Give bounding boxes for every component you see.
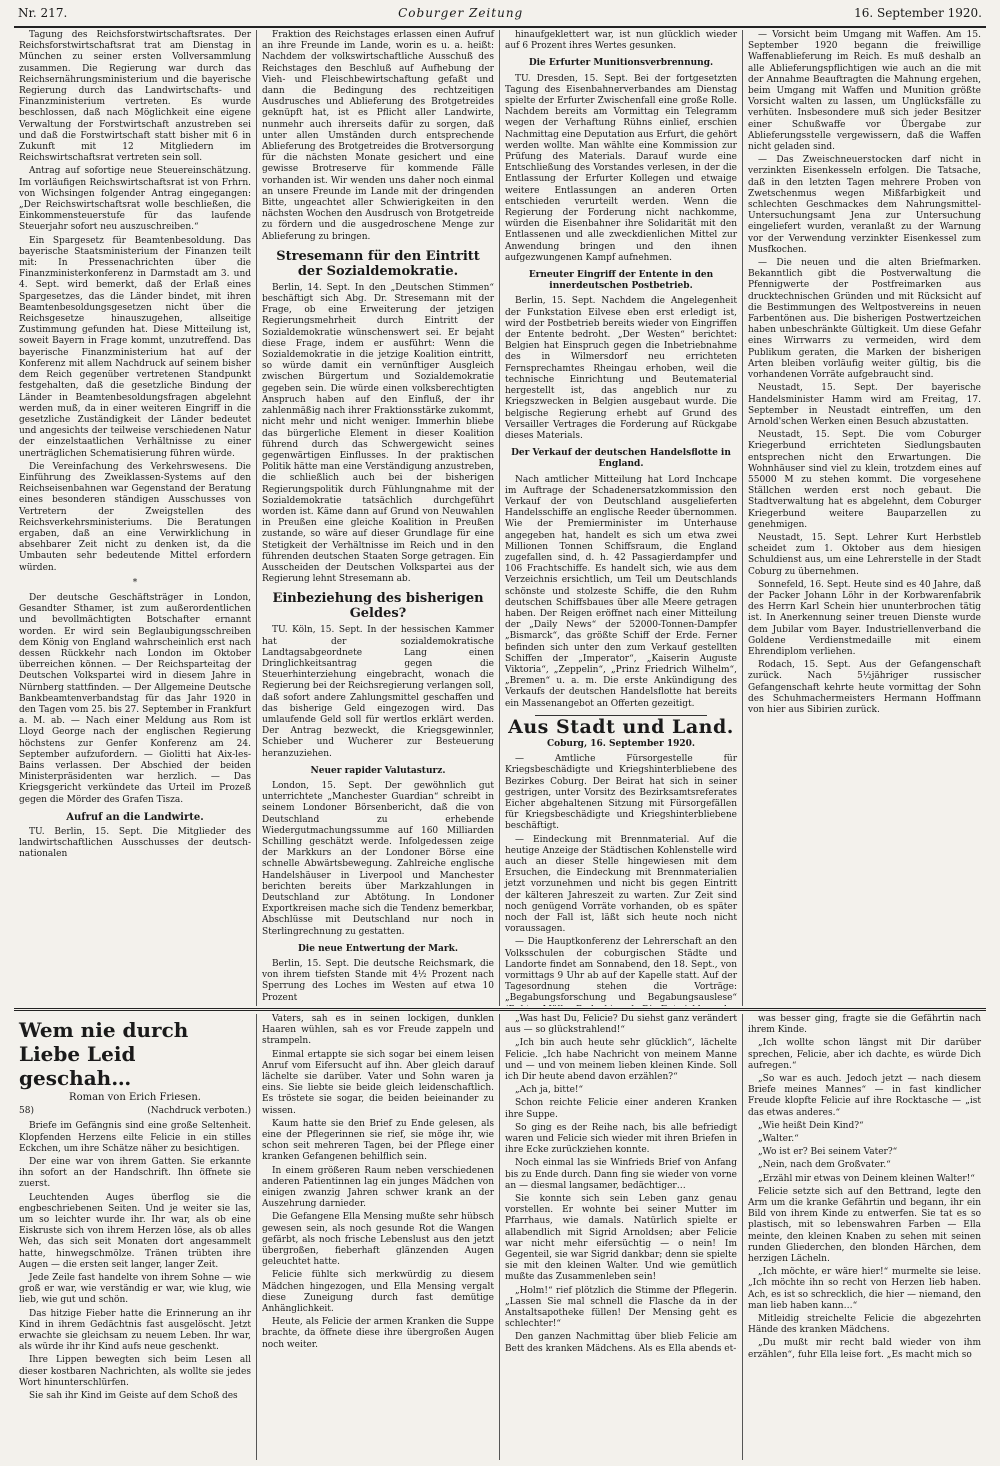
serial-paragraph: „Ich wollte schon längst mit Dir darüber sprechen, Felicie, aber ich dachte, es würde Dich aufregen.“ [748,1038,981,1071]
serial-paragraph: „Ich möchte, er wäre hier!“ murmelte sie leise. „Ich möchte ihn so recht von Herzen lieb haben. Ach, es ist so schrecklich, die hier — niemand, den man lieb haben kann…“ [748,1267,981,1311]
serial-paragraph: was besser ging, fragte sie die Gefährtin nach ihrem Kinde. [748,1014,981,1036]
serial-column-4 [743,1014,986,1460]
headline-handelsflotte: Der Verkauf der deutschen Handelsflotte in England. [511,448,731,470]
serial-paragraph: Mitleidig streichelte Felicie die abgezehrten Hände des kranken Mädchens. [748,1314,981,1336]
article-neustadt-siedlung: Neustadt, 15. Sept. Die vom Coburger Kriegerbund errichteten Siedlungsbauten entsprechen nicht den Erwartungen. Die Wohnhäuser sind viel zu klein, trotzdem eines auf 55000 M zu stehen kommt. Die vorgesehene Ställchen werden erst noch gebaut. Die Stadtverwaltung hat es abgelehnt, dem Coburger Kriegerbund weitere Bauparzellen zu genehmigen. [748,430,981,530]
serial-paragraph: Das hitzige Fieber hatte die Erinnerung an ihr Kind in ihrem Gedächtnis fast ausgelöscht. Jetzt erwachte sie gleichsam zu neuem Leben. Ihr war, als würde ihr ihr Kind aufs neue geschenkt. [19,1308,251,1353]
serial-column-3 [500,1014,743,1460]
serial-paragraph: Der eine war von ihrem Gatten. Sie erkannte ihn sofort an der Handschrift. Ihn öffnete sie zuerst. [19,1157,251,1190]
article-spargesetz: Ein Spargesetz für Beamtenbesoldung. Das bayerische Staatsministerium der Finanzen teilt mit: In Pressenachrichten über die Finanzministerkonferenz in Darmstadt am 3. und 4. Sept. wird bemerkt, daß der Erlaß eines Spargesetzes, das die Länder bindet, mit ihren Beamtenbesoldungsgesetzen nicht über die Reichsgesetze hinauszugehen, allseitige Zustimmung gefunden hat. Diese Mitteilung ist, soweit Bayern in Frage kommt, unzutreffend. Das bayerische Finanzministerium hat auf der Konferenz mit allem Nachdruck auf seinem bisher dem Reich gegenüber vertretenen Standpunkt festgehalten, daß die gesetzliche Bindung der Länder in Beamtenbesoldungsfragen abgelehnt werden muß, da in einer weiteren Eingriff in die gesetzliche Zuständigkeit der Länder bedeutet und angesichts der teilweise verschiedenen Natur der einzelstaatlichen Verhältnisse zu einer unerträglichen Schematisierung führen würde. [19,235,251,459]
article-brennmaterial: — Eindeckung mit Brennmaterial. Auf die heutige Anzeige der Städtischen Kohlenstelle wird auch an dieser Stelle hingewiesen mit dem Ersuchen, die Eindeckung mit Brennmaterialien jetzt vorzunehmen und nicht bis gegen Eintritt der kälteren Jahreszeit zu warten. Zur Zeit sind noch genügend Vorräte vorhanden, ob es später noch der Fall ist, läßt sich heute noch nicht voraussagen. [505,834,737,935]
serial-paragraph: Sie konnte sich sein Leben ganz genau vorstellen. Er wohnte bei seiner Mutter im Pfarrhaus, wie damals. Natürlich spielte er allabendlich mit Sigrid Arnoldsen; aber Felicie war nicht mehr eifersüchtig — o nein! Im Gegenteil, sie war Sigrid dankbar; denn sie spielte sie mit den kleinen Walter. Und wie gemütlich mußte das Zusammenleben sein! [505,1194,737,1283]
serial-paragraph: Die Gefangene Ella Mensing mußte sehr hübsch gewesen sein, als noch gesunde Rot die Wangen gefärbt, als noch frische Lebenslust aus den jetzt übergroßen, fieberhaft glänzenden Augen geleuchtet hatte. [262,1212,494,1268]
serial-paragraph: „Holm!“ rief plötzlich die Stimme der Pflegerin. „Lassen Sie mal schnell die Flasche da in der Anstaltsapotheke füllen! Der Mensing geht es schlechter!“ [505,1285,737,1330]
article-handelsflotte: Nach amtlicher Mitteilung hat Lord Inchcape im Auftrage der Schadenersatzkommission den Verkauf der von Deutschland ausgelieferten Handelsschiffe an englische Reeder übernommen. Wie der Premierminister im Unterhause angegeben hat, handelt es sich um etwa zwei Millionen Tonnen Schiffsraum, die England zugefallen sind, d. h. 42 Passagierdampfer und 106 Frachtschiffe. Es handelt sich, wie aus dem Verzeichnis ersichtlich, um Teil um Deutschlands schönste und stolzeste Schiffe, die den Ruhm deutschen Schiffsbaues über alle Meere getragen haben. Der Reigen eröffnet nach einer Mitteilung der „Daily News“ der 52000-Tonnen-Dampfer „Bismarck“, das größte Schiff der Erde. Ferner befinden sich unter den zum Verkauf gestellten Schiffen der „Imperator“, „Kaiserin Auguste Viktoria“, „Zeppelin“, „Prinz Friedrich Wilhelm“, „Bremen“ u. a. m. Die erste Ankündigung des Verkaufs der deutschen Handelsflotte hat bereits ein Massenangebot an Offerten gezeitigt. [505,474,737,709]
article-valutasturz: London, 15. Sept. Der gewöhnlich gut unterrichtete „Manchester Guardian“ schreibt in seinem Londoner Börsenbericht, daß die von Deutschland zu erhebende Wiedergutmachungssumme auf 160 Milliarden Schilling geschätzt werde. Infolgedessen zeige der Markkurs an der Londoner Börse eine schnelle Abwärtsbewegung. Zahlreiche englische Handelshäuser in Liverpool und Manchester berichten bereits über Markzahlungen in Deutschland zur Abtötung. In Londoner Exportkreisen mache sich die Tendenz bemerkbar, Abschlüsse mit Deutschland nur noch in Sterlingrechnung zu gestatten. [262,780,494,937]
serial-paragraph: „Du mußt mir recht bald wieder von ihm erzählen“, fuhr Ella leise fort. „Es macht mich so [748,1338,981,1360]
article-stresemann: Berlin, 14. Sept. In den „Deutschen Stimmen“ beschäftigt sich Abg. Dr. Stresemann mit der Frage, ob eine Erweiterung der jetzigen Regierungsmehrheit durch Eintritt der Sozialdemokratie wünschenswert sei. Er bejaht diese Frage, indem er ausführt: Wenn die Sozialdemokratie in die jetzige Koalition eintritt, so würde damit ein vernünftiger Ausgleich zwischen Bürgertum und Sozialdemokratie gegeben sein. Die würde einen volksberechtigten Anspruch haben auf den Einfluß, der ihr zahlenmäßig nach ihrer Fraktionsstärke zukommt, nicht mehr und nicht weniger. Immerhin bliebe das bürgerliche Element in dieser Koalition führend durch das Schwergewicht seines gegenwärtigen Einflusses. In der praktischen Politik hätte man eine Verständigung anzustreben, die schließlich auch bei der bisherigen Regierungspolitik durch Fühlungnahme mit der Sozialdemokratie tatsächlich durchgeführt worden ist. Käme dann auf Grund von Neuwahlen in Preußen eine gleiche Koalition in Preußen zustande, so wäre auf dieser Grundlage für eine Stetigkeit der Verhältnisse im Reich und in den führenden deutschen Staaten Sorge getragen. Ein Ausscheiden der Deutschen Volkspartei aus der Regierung lehnt Stresemann ab. [262,282,494,585]
serial-paragraph: Kaum hatte sie den Brief zu Ende gelesen, als eine der Pflegerinnen sie rief, sie möge ihr, wie schon seit mehreren Tagen, bei der Pflege einer kranken Gefangenen behilflich sein. [262,1118,494,1163]
serial-paragraph: Einmal ertappte sie sich sogar bei einem leisen Anruf vom Eifersucht auf ihn. Aber gleich darauf lächelte sie darüber. Vater und Sohn waren ja eins. Sie liebte sie beide gleich leidenschaftlich. Es tröstete sie sogar, die beiden beieinander zu wissen. [262,1049,494,1116]
serial-author: Roman von Erich Friesen. [69,1092,201,1103]
serial-paragraph: „Wo ist er? Bei seinem Vater?“ [758,1147,898,1158]
serial-paragraph: Jede Zeile fast handelte von ihrem Sohne — wie groß er war, wie verständig er war, wie klug, wie lieb, wie gut und schön. [19,1273,251,1306]
column-3 [500,30,743,1006]
serial-number: 58) [19,1106,34,1117]
headline-mark: Die neue Entwertung der Mark. [297,943,458,954]
article-fuersorgestelle: — Amtliche Fürsorgestelle für Kriegsbeschädigte und Kriegshinterbliebene des Bezirkes Coburg. Der Beirat hat sich in seiner gestrigen, unter Vorsitz des Bezirksamtsreferates Eicher abgehaltenen Sitzung mit Fürsorgefällen für Kriegsbeschädigte und Kriegshinterbliebene beschäftigt. [505,754,737,832]
serial-copyright-note: (Nachdruck verboten.) [147,1106,251,1117]
local-dateline: Coburg, 16. September 1920. [546,738,696,749]
feuilleton-section [14,1014,986,1460]
article-neustadt-lehrer: Neustadt, 15. Sept. Lehrer Kurt Herbstleb scheidet zum 1. Oktober aus dem hiesigen Schuldienst aus, um eine Lehrerstelle in der Stadt Coburg zu übernehmen. [748,532,981,577]
headline-erfurt: Die Erfurter Munitionsverbrennung. [528,58,714,69]
serial-meta [19,1106,251,1117]
serial-paragraph: Den ganzen Nachmittag über blieb Felicie am Bett des kranken Mädchens. Als es Ella abends et- [505,1332,737,1354]
page-header [14,6,986,28]
serial-paragraph: „Nein, nach dem Großvater.“ [758,1160,891,1171]
headline-aus-stadt-und-land: Aus Stadt und Land. [508,715,734,738]
headline-valutasturz: Neuer rapider Valutasturz. [310,765,446,776]
serial-paragraph: „Was hast Du, Felicie? Du siehst ganz verändert aus — so glückstrahlend!“ [505,1014,737,1036]
issue-date: 16. September 1920. [854,6,982,20]
headline-aufruf: Aufruf an die Landwirte. [66,811,204,823]
serial-paragraph: Felicie setzte sich auf den Bettrand, legte den Arm um die kranke Gefährtin und begann, ihr ein Bild von ihrem Kinde zu entwerfen. Sie tat es so plastisch, mit so lebenswahren Farben — Ella meinte, den kleinen Knaben zu sehen mit seinen runden Gliederchen, den blonden Härchen, dem herzigen Lächeln. [748,1186,981,1265]
serial-paragraph: Heute, als Felicie der armen Kranken die Suppe brachte, da öffnete diese ihre übergroßen Augen noch weiter. [262,1317,494,1350]
article-zwetschenmus: — Das Zweischneuerstocken darf nicht in verzinkten Eisenkesseln erfolgen. Die Tatsache, daß in den letzten Tagen mehrere Proben von Zwetschenmus wegen Mißfarbigkeit und schlechten Geschmackes dem Nahrungsmittel-Untersuchungsamt Jena zur Untersuchung eingeliefert wurden, veranlaßt zu der Warnung vor der Verwendung verzinkter Eisenkessel zum Musfkochen. [748,155,981,255]
serial-paragraph: „Wie heißt Dein Kind?“ [758,1120,864,1131]
column-4 [743,30,986,1006]
serial-paragraph: „Erzähl mir etwas von Deinem kleinen Walter!“ [758,1173,975,1184]
serial-title: Wem nie durch Liebe Leid geschah… [19,1018,189,1090]
serial-paragraph: Vaters, sah es in seinen lockigen, dunklen Haaren wühlen, sah es vor Freude zappeln und strampeln. [262,1014,494,1047]
article-neustadt-hamm: Neustadt, 15. Sept. Der bayerische Handelsminister Hamm wird am Freitag, 17. September in Neustadt eintreffen, um den Arnold'schen Werken einen Besuch abzustatten. [748,383,981,427]
serial-paragraph: Ihre Lippen bewegten sich beim Lesen all dieser kostbaren Nachrichten, als wollte sie jedes Wort hinunterschlürfen. [19,1355,251,1388]
headline-geldes: Einbeziehung des bisherigen Geldes? [272,591,484,622]
serial-paragraph: Briefe im Gefängnis sind eine große Seltenheit. Klopfenden Herzens eilte Felicie in ein stilles Eckchen, um ihre Schätze näher zu besichtigen. [19,1121,251,1154]
serial-paragraph: Noch einmal las sie Winfrieds Brief von Anfang bis zu Ende durch. Dann fing sie wieder von vorne an — diesmal langsamer, bedächtiger… [505,1158,737,1191]
article-lehrerschaft: — Die Hauptkonferenz der Lehrerschaft an den Volksschulen der coburgischen Städte und Landorte findet am Sonnabend, den 18. Sept., von vormittags 9 Uhr ab auf der Kapelle statt. Auf der Tagesordnung stehen die Vorträge: „Begabungsforschung und Begabungsauslese“ [505,937,737,1004]
article-geldes: TU. Köln, 15. Sept. In der hessischen Kammer hat der sozialdemokratische Landtagsabgeordnete Lang einen Dringlichkeitsantrag gegen die Steuerhinterziehung eingebracht, wonach die Regierung bei der Reichsregierung verlangen soll, daß sofort andere Zahlungsmittel geschaffen und das bisherige Geld eingezogen wird. Das umlaufende Geld soll für wertlos erklärt werden. Der Antrag bezweckt, die Kriegsgewinnler, Schieber und Wucherer zur Besteuerung heranzuziehen. [262,625,494,759]
feuilleton-divider [14,1008,986,1011]
column-1 [14,30,257,1006]
article-forstwirtschaftsrat: Tagung des Reichsforstwirtschaftsrates. Der Reichsforstwirtschaftsrat trat am Dienstag in München zu seiner ersten Vollversammlung zusammen. Die Regierung war durch das Reichsernährungsministerium und die bayerische Regierung durch das Landwirtschafts- und Finanzministerium vertreten. Es wurde beschlossen, daß nach Möglichkeit eine eigene Verwaltung der Forstwirtschaft anzustreben sei und daß die Forstwirtschaft statt bisher mit 6 in Zukunft mit 12 Mitgliedern im Reichswirtschaftsrat vertreten sein soll. [19,30,251,164]
serial-paragraph: Schon reichte Felicie einer anderen Kranken ihre Suppe. [505,1098,737,1120]
article-erfurt: TU. Dresden, 15. Sept. Bei der fortgesetzten Tagung des Eisenbahnerverbandes am Dienstag spielte der Erfurter Zwischenfall eine große Rolle. Nachdem bereits am Vormittag ein Telegramm wegen der Verhaftung Rühns einlief, erschien Nachmittag eine Deputation aus Erfurt, die gehört werden wollte. Man wählte eine Kommission zur Prüfung des Materials. Darauf wurde eine Entschließung des Vorstandes verlesen, in der die Entlassung der Erfurter Kollegen und etwaige weitere Entlassungen an anderen Orten entschieden verurteilt werden. Wenn die Regierung der Forderung nicht nachkomme, würden die Eisenbahner ihre Solidarität mit den Entlassenen und alle zweckdienlichen Mittel zur Anwendung bringen und den ihnen aufgezwungenen Kampf aufnehmen. [505,73,737,263]
column-2 [257,30,500,1006]
serial-paragraph: „So war es auch. Jedoch jetzt — nach diesem Briefe meines Mannes“ — in fast kindlicher Freude klopfte Felicie auf ihre Rocktasche — „ist das etwas anderes.“ [748,1074,981,1118]
serial-paragraph: Leuchtenden Auges überflog sie die engbeschriebenen Seiten. Und je weiter sie las, um so leichter wurde ihr. Ihr war, als ob eine Eiskruste sich von ihrem Herzen löse, als ob alles Weh, das sich seit Monaten dort angesammelt hatte, hinwegschmölze. Tränen trübten ihre Augen — die ersten seit langer, langer Zeit. [19,1192,251,1270]
serial-paragraph: Felicie fühlte sich merkwürdig zu diesem Mädchen hingezogen, und Ella Mensing vergalt diese Zuneigung durch fast demütige Anhänglichkeit. [262,1270,494,1315]
newspaper-title: Coburger Zeitung [398,6,524,20]
serial-column-1 [14,1014,257,1460]
article-mark: Berlin, 15. Sept. Die deutsche Reichsmark, die von ihrem tiefsten Stande mit 4½ Prozent nach Sperrung des Loches im Westen auf etwa 10 Prozent [262,959,494,1003]
article-aufruf-cont: Fraktion des Reichstages erlassen einen Aufruf an ihre Freunde im Lande, worin es u. a. heißt: Nachdem der volkswirtschaftliche Ausschuß des Reichstages den Beschluß auf Aufhebung der Vieh- und Fleischbewirtschaftung gefaßt und dann die Bedingung des rechtzeitigen Ausdrusches und Ablieferung des Brotgetreides geknüpft hat, ist es Pflicht aller Landwirte, nunmehr auch ihrerseits dafür zu sorgen, daß unter allen Umständen durch entsprechende Ablieferung des Brotgetreides die Brotversorgung für die nächsten Monate gesichert und eine gewisse Brotreserve für kommende Fälle vorhanden ist. Wir wenden uns daher noch einmal an unsere Freunde im Lande mit der dringenden Bitte, ungeachtet aller Schwierigkeiten in den nächsten Wochen den Ausdrusch von Brotgetreide zu fördern und die ausgedroschene Menge zur Ablieferung zu bringen. [262,30,494,242]
article-rodach: Rodach, 15. Sept. Aus der Gefangenschaft zurück. Nach 5½jähriger russischer Gefangenschaft kehrte heute vormittag der Sohn des Schuhmachermeisters Hermann Hoffmann von hier aus Sibirien zurück. [748,660,981,715]
article-steuereinschaetzung: Antrag auf sofortige neue Steuereinschätzung. Im vorläufigen Reichswirtschaftsrat ist von Frhrn. von Wichsingen folgender Antrag eingegangen: „Der Reichswirtschaftsrat wolle beschließen, die Einkommensteuerstufe für das laufende Steuerjahr sofort neu auszuschreiben.“ [19,166,251,233]
serial-paragraph: „Ich bin auch heute sehr glücklich“, lächelte Felicie. „Ich habe Nachricht von meinem Manne und — und von meinem lieben kleinen Kinde. Soll ich Dir heute abend davon erzählen?“ [505,1038,737,1083]
serial-paragraph: „Walter.“ [758,1134,799,1145]
article-verkehrswesen: Die Vereinfachung des Verkehrswesens. Die Einführung des Zweiklassen-Systems auf den Reichseisenbahnen war Gegenstand der Beratung eines besonderen ständigen Ausschusses von Vertretern der Zweigstellen des Reichsverkehrsministeriums. Die Beratungen ergaben, daß an eine Verwirklichung in absehbarer Zeit nicht zu denken ist, da die Umbauten sehr bedeutende Mittel erfordern würden. [19,461,251,573]
article-eingriff: Berlin, 15. Sept. Nachdem die Angelegenheit der Funkstation Eilvese eben erst erledigt ist, wird der Postbetrieb bereits wieder von Eingriffen der Entente bedroht. „Der Westen“ berichtet: Belgien hat Einspruch gegen die Inbetriebnahme des in Wilmersdorf neu errichteten Fernsprechamtes Rheingau erhoben, weil die technische Einrichtung und Beutematerial hergestellt ist, das angeblich nur zu Kriegszwecken in Belgien ausgebaut wurde. Die belgische Regierung erhebt auf Grund des Versailler Vertrages die Forderung auf Rückgabe dieses Materials. [505,296,737,441]
article-waffen: — Vorsicht beim Umgang mit Waffen. Am 15. September 1920 begann die freiwillige Waffenablieferung im Reich. Es muß deshalb an alle Ablieferungspflichtigen wie auch an die mit der Annahme Beauftragten die Mahnung ergehen, beim Umgang mit Waffen und Munition größte Vorsicht walten zu lassen, um Unglücksfälle zu verhüten. Insbesondere muß sich jeder Besitzer einer Schußwaffe vor Übergabe zur Ablieferungsstelle vergewissern, daß die Waffen nicht geladen sind. [748,30,981,153]
news-section [14,30,986,1006]
serial-paragraph: So ging es der Reihe nach, bis alle befriedigt waren und Felicie sich wieder mit ihren Briefen in ihre Ecke zurückziehen konnte. [505,1122,737,1156]
serial-paragraph: Sie sah ihr Kind im Geiste auf dem Schoß des [29,1391,238,1402]
article-sonnefeld: Sonnefeld, 16. Sept. Heute sind es 40 Jahre, daß der Packer Johann Löhr in der Korbwarenfabrik des Herrn Karl Schein hier ununterbrochen tätig ist. In Anerkennung seiner treuen Dienste wurde dem Jubilar vom Bayer. Industriellenverband die Goldene Verdienstmedaille mit einem Ehrendiplom verliehen. [748,579,981,657]
section-separator: * [132,577,138,588]
headline-stresemann: Stresemann für den Eintritt der Sozialdemokratie. [276,248,480,279]
article-mark-cont: hinaufgeklettert war, ist nun glücklich wieder auf 6 Prozent ihres Wertes gesunken. [505,30,737,52]
headline-eingriff: Erneuter Eingriff der Entente in den innerdeutschen Postbetrieb. [528,270,714,292]
serial-paragraph: In einem größeren Raum neben verschiedenen anderen Patientinnen lag ein junges Mädchen von einigen zwanzig Jahren schwer krank an der Auszehrung darnieder. [262,1165,494,1210]
article-news-briefs: Der deutsche Geschäftsträger in London, Gesandter Sthamer, ist zum außerordentlichen und bevollmächtigten Botschafter ernannt worden. Er wird sein Beglaubigungsschreiben dem König von England wahrscheinlich erst nach dessen Rückkehr nach London im Oktober überreichen können. — Der Reichsparteitag der Deutschen Volkspartei wird in diesem Jahre in Nürnberg stattfinden. — Der Allgemeine Deutsche Bankbeamtenverbandstag für das Jahr 1920 in den Tagen vom 25. bis 27. September in Frankfurt a. M. ab. — Nach einer Meldung aus Rom ist Lloyd George nach der englischen Regierung höchstens zur Genfer Konferenz am 24. September aufzufordern. — Giolitti hat Aix-les-Bains verlassen. Der Abschied der beiden Ministerpräsidenten war herzlich. — Das Kriegsgericht verkündete das Urteil im Prozeß gegen die Mörder des Grafen Tisza. [19,592,251,805]
article-briefmarken: — Die neuen und die alten Briefmarken. Bekanntlich gibt die Postverwaltung die Pfennigwerte der Postfreimarken aus drucktechnischen Gründen und mit Rücksicht auf die Bestimmungen des Weltpostvereins in neuen Farbentönen aus. Die bisherigen Postwertzeichen haben unbeschränkte Gültigkeit. Um diese Gefahr eines Wirrwarrs zu vermeiden, wird dem Publikum geraten, die Marken der bisherigen Arten bleiben vorläufig weiter gültig, bis die vorhandenen Vorräte aufgebraucht sind. [748,258,981,381]
serial-paragraph: „Ach ja, bitte!“ [515,1085,584,1096]
newspaper-page [14,6,986,1460]
issue-number: Nr. 217. [18,6,68,20]
serial-column-2 [257,1014,500,1460]
article-aufruf: TU. Berlin, 15. Sept. Die Mitglieder des landwirtschaftlichen Ausschusses der deutsch-nationalen [19,827,251,860]
